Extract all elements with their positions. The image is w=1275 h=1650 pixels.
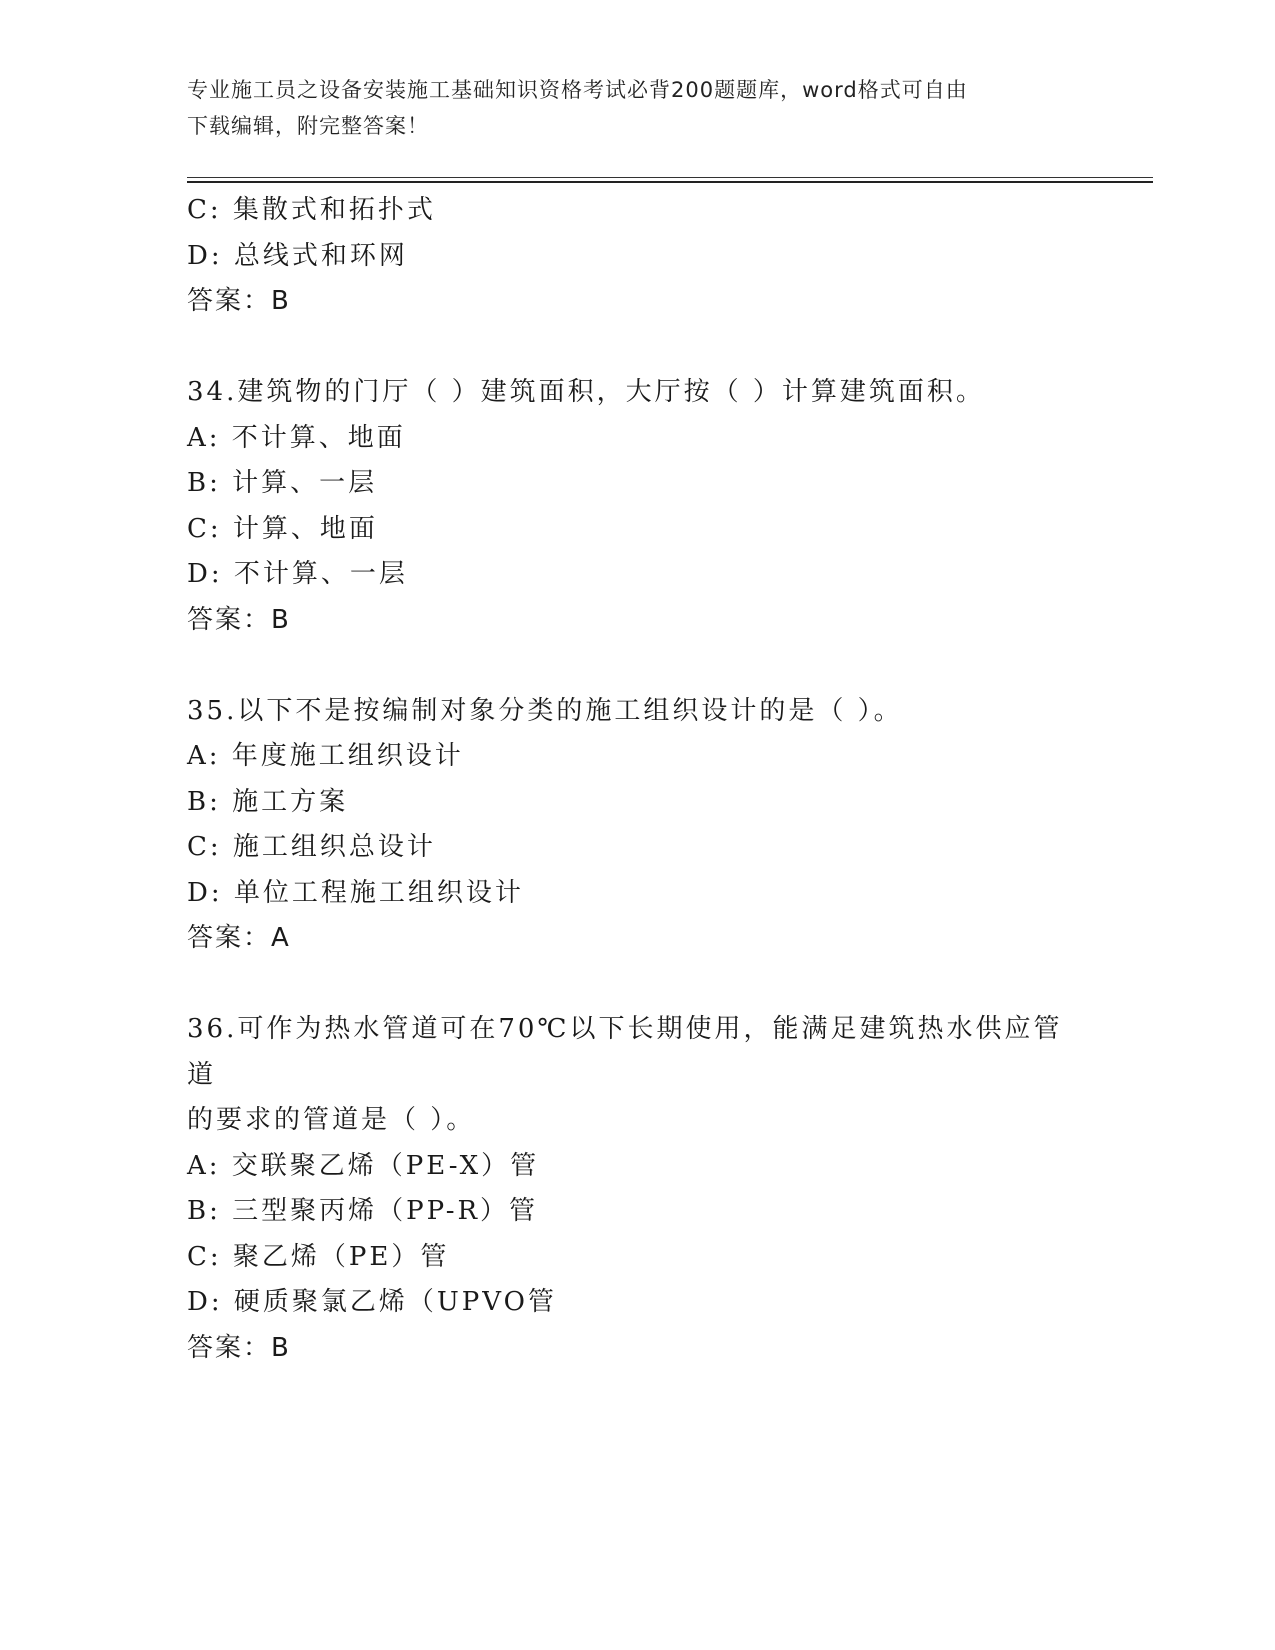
header-divider-thin — [187, 177, 1153, 178]
answer-line: 答案：B — [187, 286, 291, 316]
document-header — [187, 72, 1077, 144]
option-c: C: 聚乙烯（PE）管 — [187, 1241, 450, 1272]
question-36 — [187, 1007, 1087, 1371]
spacer — [187, 325, 1087, 371]
question-stem: 35.以下不是按编制对象分类的施工组织设计的是（ ）。 — [187, 695, 903, 726]
option-d: D: 单位工程施工组织设计 — [187, 877, 524, 908]
question-list — [187, 188, 1087, 1371]
option-a: A: 年度施工组织设计 — [187, 741, 464, 771]
question-33-continuation — [187, 188, 1087, 325]
question-34 — [187, 370, 1087, 643]
option-d: D: 总线式和环网 — [187, 240, 408, 271]
option-b: B: 施工方案 — [187, 786, 349, 817]
header-divider-thick — [187, 181, 1153, 183]
question-stem-line-2: 的要求的管道是（ ）。 — [187, 1105, 476, 1135]
question-35 — [187, 689, 1087, 962]
option-d: D: 硬质聚氯乙烯（UPVO管 — [187, 1287, 557, 1317]
option-c: C: 计算、地面 — [187, 513, 378, 544]
question-stem: 34.建筑物的门厅（ ）建筑面积，大厅按（ ）计算建筑面积。 — [187, 377, 985, 407]
option-a: A: 不计算、地面 — [187, 422, 406, 453]
option-c: C: 集散式和拓扑式 — [187, 195, 436, 225]
header-line-1: 专业施工员之设备安装施工基础知识资格考试必背200题题库，word格式可自由 — [187, 78, 968, 102]
option-d: D: 不计算、一层 — [187, 559, 408, 589]
header-line-2: 下载编辑，附完整答案！ — [187, 114, 429, 138]
option-b: B: 三型聚丙烯（PP-R）管 — [187, 1196, 539, 1226]
question-stem-line-1: 36.可作为热水管道可在70℃以下长期使用，能满足建筑热水供应管道 — [187, 1014, 1063, 1090]
answer-line: 答案：A — [187, 923, 291, 953]
answer-line: 答案：B — [187, 604, 291, 635]
option-c: C: 施工组织总设计 — [187, 832, 436, 862]
answer-line: 答案：B — [187, 1332, 291, 1363]
spacer — [187, 962, 1087, 1008]
spacer — [187, 643, 1087, 689]
option-a: A: 交联聚乙烯（PE-X）管 — [187, 1150, 540, 1181]
option-b: B: 计算、一层 — [187, 468, 378, 498]
